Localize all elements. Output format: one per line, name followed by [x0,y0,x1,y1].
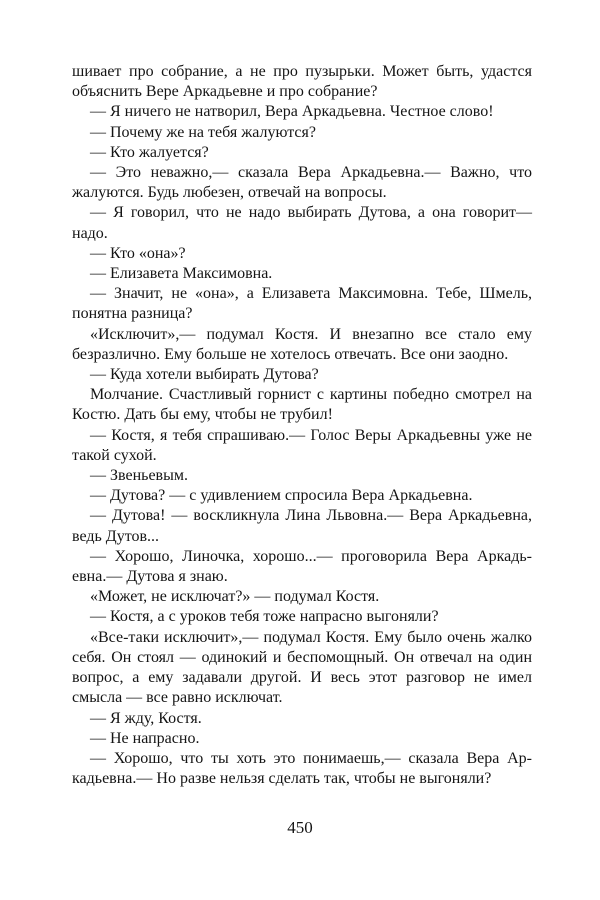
paragraph: Молчание. Счастливый горнист с картины победно смотрел на Костю. Дать бы ему, чтобы не трубил! [72,386,532,424]
paragraph: — Кто жалуется? [90,143,209,161]
paragraph: «Все-таки исключит»,— подумал Костя. Ему было очень жалко себя. Он стоял — одинокий и беспомощный. Он отвечал на один вопрос, а ему задавали другой. И весь этот разговор не имел смысла — все равно исключат. [72,628,532,707]
paragraph: — Дутова! — воскликнула Лина Львовна.— Вера Аркадьевна, ведь Дутов... [72,507,532,545]
book-page [72,62,532,789]
paragraph: — Я ничего не натворил, Вера Аркадьевна. Честное слово! [90,103,494,121]
paragraph: — Хорошо, что ты хоть это понимаешь,— сказала Вера Аркадьевна.— Но разве нельзя сделать так, чтобы не выгоняли? [72,749,532,788]
paragraph: «Исключит»,— подумал Костя. И внезапно все стало ему безразлично. Ему больше не хотелось отвечать. Все они заодно. [72,325,532,363]
paragraph: — Костя, я тебя спрашиваю.— Голос Веры Аркадьевны уже не такой сухой. [72,426,532,464]
paragraph: — Почему же на тебя жалуются? [90,123,316,141]
paragraph: — Дутова? — с удивлением спросила Вера Аркадьевна. [90,487,473,505]
paragraph: — Я жду, Костя. [90,709,202,727]
paragraph: шивает про собрание, а не про пузырьки. Может быть, удастся объяснить Вере Аркадьевне и про собрание? [72,63,532,101]
paragraph: — Елизавета Максимовна. [90,265,273,283]
page-number: 450 [287,818,313,837]
paragraph: «Может, не исключат?» — подумал Костя. [90,588,380,606]
paragraph: — Это неважно,— сказала Вера Аркадьевна.— Важно, что жалуются. Будь любезен, отвечай на вопросы. [72,164,532,202]
paragraph: — Звеньевым. [90,467,188,485]
paragraph: — Костя, а с уроков тебя тоже напрасно выгоняли? [90,608,439,626]
paragraph: — Я говорил, что не надо выбирать Дутова, а она говорит— надо. [72,204,532,242]
paragraph: — Куда хотели выбирать Дутова? [90,366,319,384]
paragraph: — Хорошо, Линочка, хорошо...— проговорила Вера Аркадьевна.— Дутова я знаю. [72,547,532,586]
paragraph: — Не напрасно. [90,729,200,747]
paragraph: — Кто «она»? [90,244,186,262]
paragraph: — Значит, не «она», а Елизавета Максимовна. Тебе, Шмель, понятна разница? [72,285,532,323]
